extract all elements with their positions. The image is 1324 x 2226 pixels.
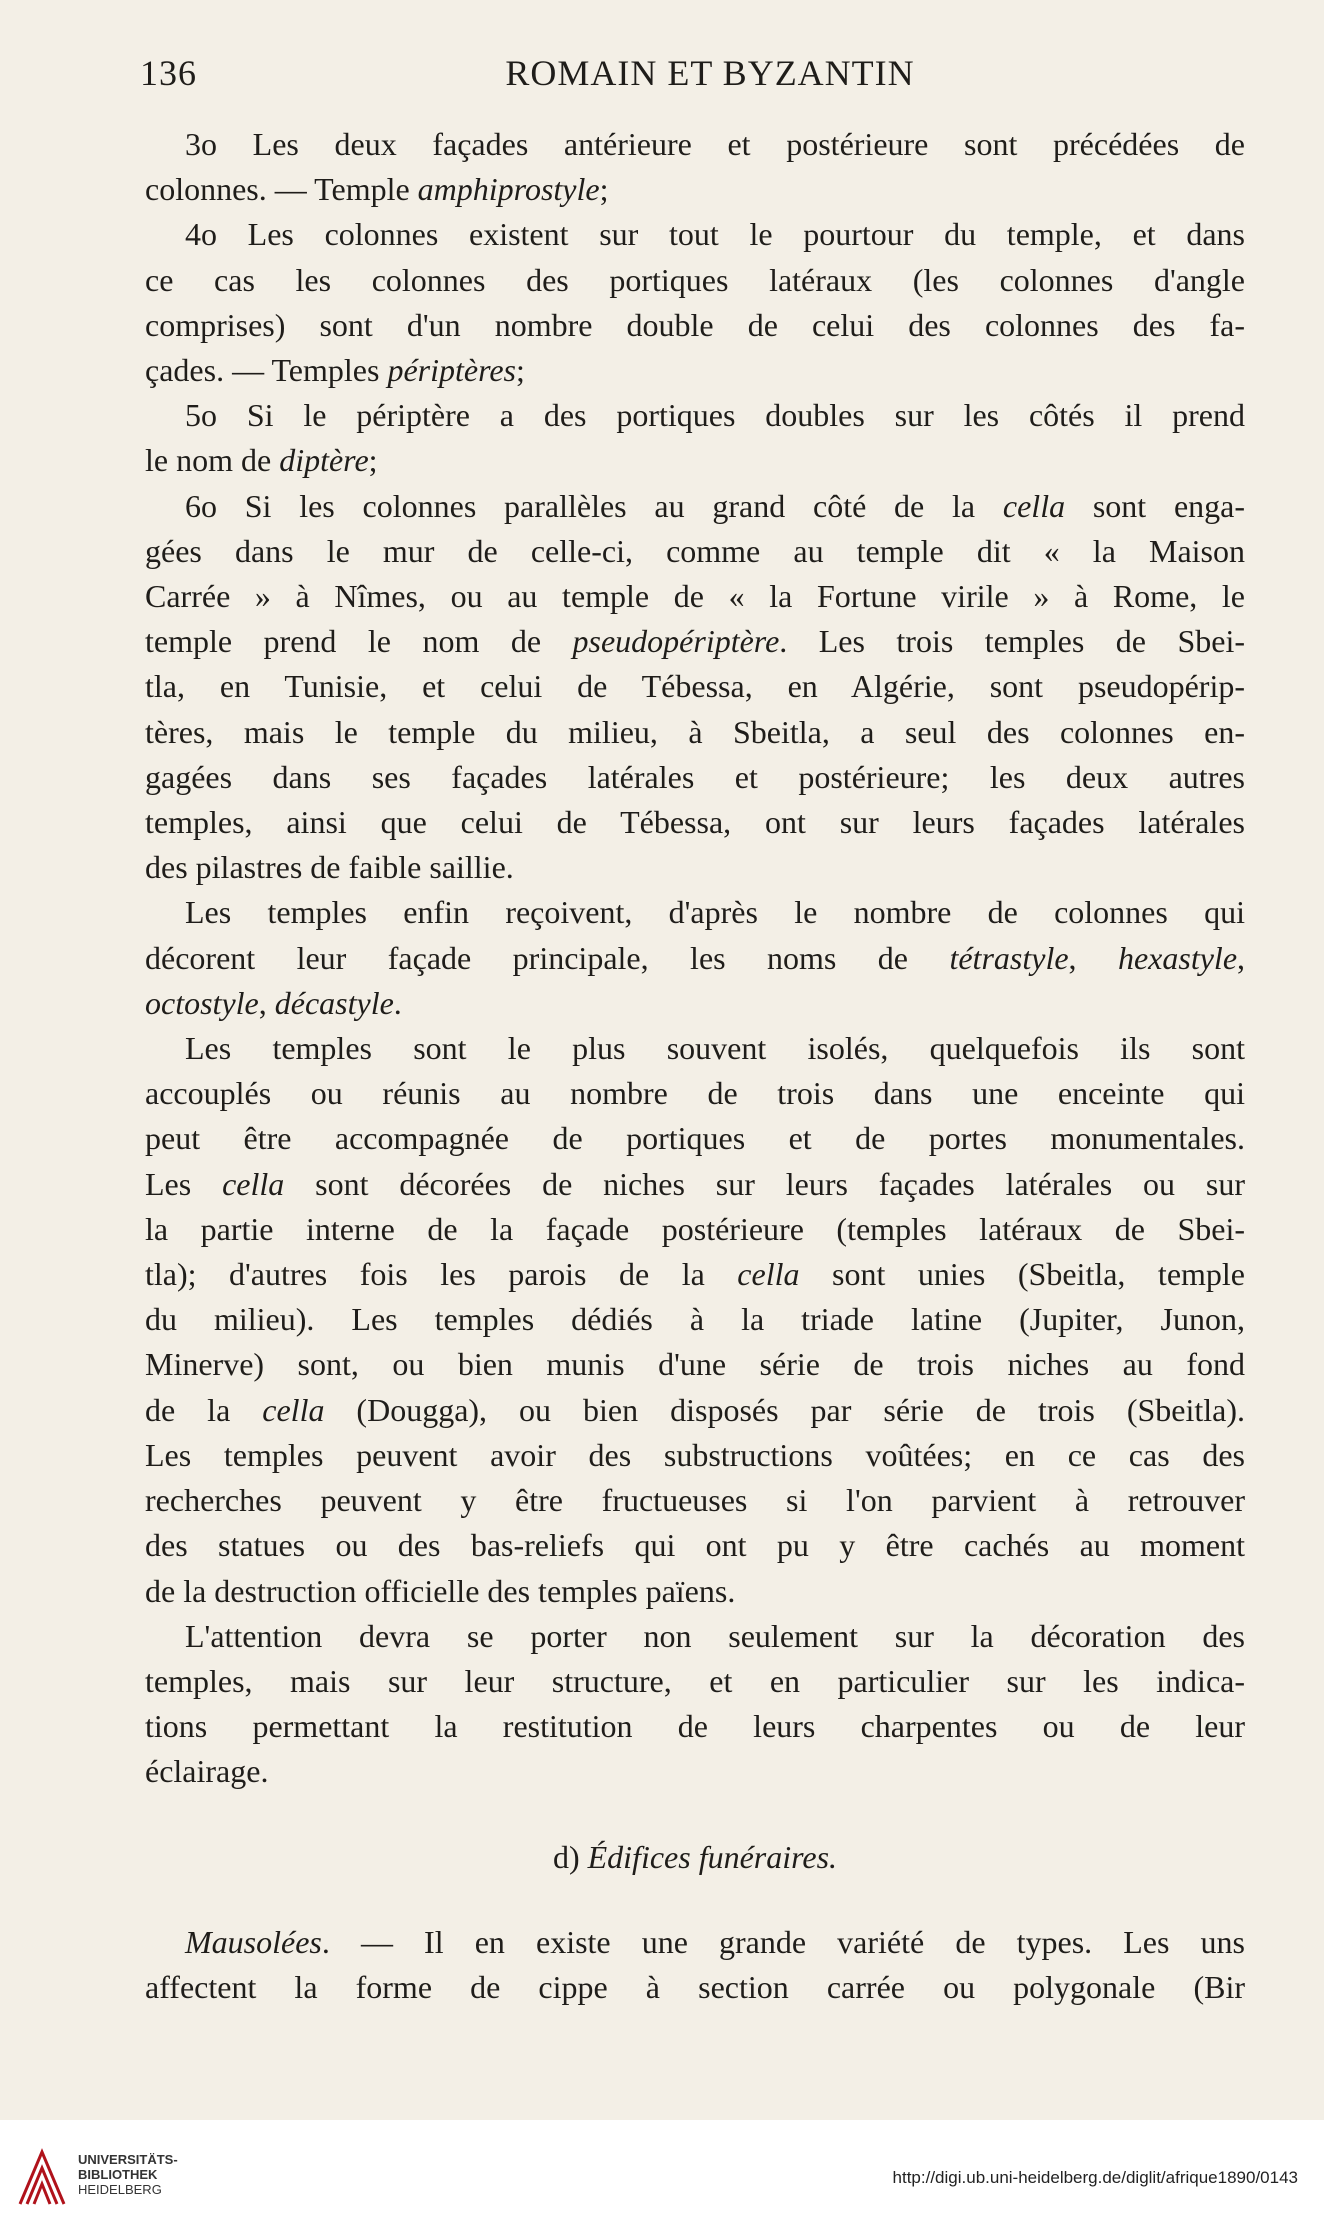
section-heading: d) Édifices funéraires. [552,1838,838,1875]
text-line: 3o Les deux façades antérieure et postérieure sont précédées de [185,126,1245,162]
text-line: de la cella (Dougga), ou bien disposés par série de trois (Sbeitla). [145,1391,1246,1428]
text-line: tères, mais le temple du milieu, à Sbeitla, a seul des colonnes en- [145,713,1245,750]
italic-term: octostyle [145,984,259,1021]
text-line: temples, mais sur leur structure, et en particulier sur les indica- [145,1662,1245,1699]
text-line: la partie interne de la façade postérieure (temples latéraux de Sbei- [145,1210,1245,1247]
italic-term: tétrastyle [949,939,1069,976]
library-name-line-3: HEIDELBERG [78,2182,162,2197]
page-number: 136 [140,53,197,93]
text-line: le nom de diptère; [145,442,378,479]
text-line: Les cella sont décorées de niches sur leurs façades latérales ou sur [145,1165,1245,1202]
text-line: Les temples sont le plus souvent isolés, quelquefois ils sont [185,1030,1245,1067]
text-line: Carrée » à Nîmes, ou au temple de « la Fortune virile » à Rome, le [145,578,1245,615]
library-name-line-2: BIBLIOTHEK [78,2167,158,2182]
italic-term: cella [262,1391,325,1428]
text-line: colonnes. — Temple amphiprostyle; [145,171,609,208]
text-line: octostyle, décastyle. [145,984,402,1021]
text-line: 6o Si les colonnes parallèles au grand côté de la cella sont enga- [185,487,1246,524]
text-line: Minerve) sont, ou bien munis d'une série de trois niches au fond [145,1346,1245,1383]
text-line: temple prend le nom de pseudopériptère. Les trois temples de Sbei- [145,623,1246,660]
text-line: peut être accompagnée de portiques et de portes monumentales. [145,1120,1245,1157]
text-line: L'attention devra se porter non seulement sur la décoration des [185,1617,1245,1654]
text-line: du milieu). Les temples dédiés à la triade latine (Jupiter, Junon, [145,1301,1245,1338]
text-line: 5o Si le périptère a des portiques doubles sur les côtés il prend [185,397,1245,434]
text-line: gées dans le mur de celle-ci, comme au temple dit « la Maison [145,532,1245,569]
spacer [145,1795,1245,1835]
text-line: Les temples peuvent avoir des substructions voûtées; en ce cas des [145,1436,1245,1473]
page-header [140,52,1240,102]
italic-term: périptères [387,352,516,389]
text-line: tions permettant la restitution de leurs charpentes ou de leur [145,1708,1245,1745]
italic-term: cella [222,1165,285,1202]
italic-term: cella [737,1256,800,1293]
text-line: de la destruction officielle des temples païens. [145,1572,736,1609]
italic-term: cella [1002,487,1066,524]
text-line: tla, en Tunisie, et celui de Tébessa, en Algérie, sont pseudopérip- [145,668,1245,705]
text-line: 4o Les colonnes existent sur tout le pourtour du temple, et dans [185,216,1245,253]
text-line: Les temples enfin reçoivent, d'après le nombre de colonnes qui [185,894,1245,931]
italic-term: Mausolées [185,1923,322,1960]
italic-term: hexastyle [1117,939,1238,976]
italic-term: amphiprostyle [417,171,600,208]
text-line: recherches peuvent y être fructueuses si l'on parvient à retrouver [145,1482,1245,1519]
university-library-logo-icon [14,2146,70,2210]
text-line: gagées dans ses façades latérales et postérieure; les deux autres [145,758,1245,795]
text-line: éclairage. [145,1753,269,1790]
italic-term: diptère [279,442,369,479]
text-line: Mausolées. — Il en existe une grande variété de types. Les uns [185,1923,1245,1960]
italic-term: pseudopériptère [572,623,780,660]
text-line: décorent leur façade principale, les noms de tétrastyle, hexastyle, [145,939,1246,976]
text-line: des pilastres de faible saillie. [145,849,514,886]
running-title: ROMAIN ET BYZANTIN [505,53,915,93]
text-line: comprises) sont d'un nombre double de celui des colonnes des fa- [145,306,1245,343]
source-url-link[interactable]: http://digi.ub.uni-heidelberg.de/diglit/afrique1890/0143 [892,2168,1298,2187]
spacer [145,1880,1245,1920]
text-line: temples, ainsi que celui de Tébessa, ont sur leurs façades latérales [145,804,1245,841]
text-line: accouplés ou réunis au nombre de trois dans une enceinte qui [145,1075,1245,1112]
text-line: çades. — Temples périptères; [145,352,525,389]
body-text [145,122,1245,2010]
italic-term: Édifices funéraires. [587,1838,838,1875]
text-line: tla); d'autres fois les parois de la cella sont unies (Sbeitla, temple [145,1256,1246,1293]
text-line: des statues ou des bas-reliefs qui ont pu y être cachés au moment [145,1527,1245,1564]
library-name-line-1: UNIVERSITÄTS- [78,2152,178,2167]
text-line: ce cas les colonnes des portiques latéraux (les colonnes d'angle [145,261,1245,298]
italic-term: décastyle [274,984,394,1021]
library-name [78,2152,178,2197]
text-line: affectent la forme de cippe à section carrée ou polygonale (Bir [145,1968,1245,2005]
